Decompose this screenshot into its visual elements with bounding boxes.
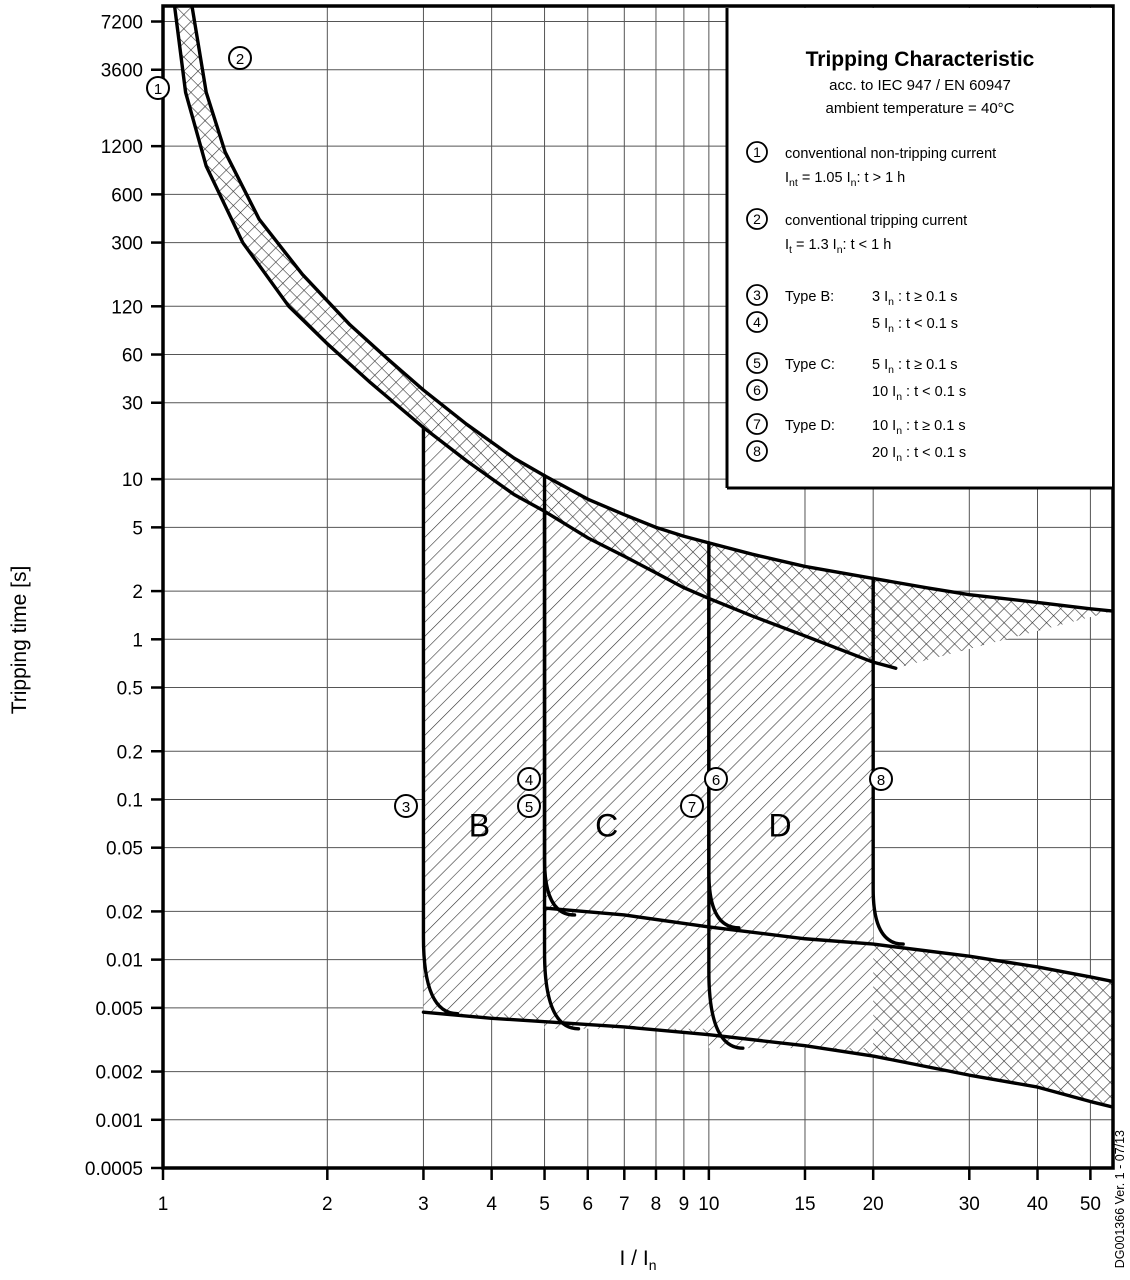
- legend-type-label: Type D:: [785, 418, 835, 434]
- marker-6: [705, 768, 727, 790]
- x-tick-label: 40: [1026, 1194, 1049, 1215]
- legend-subtitle-2: ambient temperature = 40°C: [825, 100, 1015, 117]
- legend-marker-2: [747, 209, 767, 229]
- y-tick-label: 30: [121, 393, 143, 415]
- y-tick-label: 0.0005: [84, 1159, 143, 1180]
- legend: [727, 8, 1113, 488]
- legend-entry-2-label: conventional tripping current: [785, 213, 968, 229]
- legend-type-row: 5 $I_n$ : t < 0.1 s: [872, 316, 959, 335]
- legend-type-row: 10 $I_n$ : t ≥ 0.1 s: [872, 418, 966, 437]
- side-note: DG001366 Ver. 1 - 07/13: [1113, 1130, 1127, 1269]
- x-tick-label: 10: [698, 1194, 720, 1215]
- y-tick-label: 60: [121, 345, 143, 367]
- x-tick-label: 5: [539, 1194, 550, 1215]
- svg-text:1: 1: [753, 144, 761, 160]
- svg-text:4: 4: [753, 314, 761, 330]
- legend-entry-1-label: conventional non-tripping current: [785, 146, 997, 162]
- svg-text:4: 4: [524, 772, 534, 789]
- legend-type-label: Type B:: [785, 289, 835, 305]
- svg-text:6: 6: [711, 772, 721, 789]
- y-tick-label: 0.2: [116, 742, 143, 764]
- x-tick-label: 9: [678, 1194, 690, 1215]
- zone-letter: D: [768, 807, 792, 844]
- svg-text:3: 3: [401, 799, 411, 816]
- y-tick-label: 1200: [100, 137, 143, 159]
- svg-text:2: 2: [235, 51, 245, 68]
- svg-text:5: 5: [524, 799, 534, 816]
- x-tick-label: 3: [418, 1194, 429, 1215]
- x-tick-label: 2: [322, 1194, 333, 1215]
- legend-type-row: 10 $I_n$ : t < 0.1 s: [872, 384, 967, 403]
- y-tick-label: 10: [121, 470, 143, 492]
- y-tick-label: 3600: [100, 60, 143, 82]
- legend-marker-4: [747, 312, 767, 332]
- y-tick-label: 0.002: [95, 1062, 143, 1084]
- legend-type-row: 5 $I_n$ : t ≥ 0.1 s: [872, 357, 958, 376]
- legend-marker-8: [747, 441, 767, 461]
- legend-entry-2-detail: $I_t = 1.3$ $I_n$: t < 1 h: [785, 237, 892, 256]
- y-tick-label: 0.02: [106, 902, 143, 924]
- y-tick-label: 0.01: [106, 950, 143, 972]
- svg-text:7: 7: [687, 799, 697, 816]
- y-tick-label: 0.005: [95, 998, 143, 1020]
- y-tick-label: 0.05: [106, 838, 143, 860]
- marker-1: [147, 77, 169, 99]
- x-tick-label: 50: [1079, 1194, 1101, 1215]
- x-tick-label: 7: [619, 1194, 630, 1215]
- svg-text:1: 1: [153, 81, 163, 98]
- x-tick-label: 15: [794, 1194, 816, 1215]
- y-tick-label: 0.5: [116, 678, 143, 700]
- x-tick-label: 1: [157, 1194, 169, 1215]
- legend-entry-1-detail: $I_{nt} = 1.05$ $I_n$: t > 1 h: [785, 170, 906, 189]
- y-tick-label: 1: [132, 630, 143, 652]
- y-tick-label: 600: [111, 185, 143, 207]
- marker-4: [518, 768, 540, 790]
- y-tick-label: 5: [132, 518, 143, 540]
- x-tick-label: 4: [486, 1194, 497, 1215]
- marker-7: [681, 795, 703, 817]
- legend-type-row: 3 $I_n$ : t ≥ 0.1 s: [872, 289, 958, 308]
- legend-marker-6: [747, 380, 767, 400]
- y-tick-label: 120: [111, 297, 143, 319]
- x-axis-title: I / $I_n$: [619, 1247, 657, 1273]
- y-tick-label: 300: [111, 233, 143, 255]
- svg-text:8: 8: [753, 443, 761, 459]
- zone-letter: B: [468, 807, 491, 844]
- legend-title: Tripping Characteristic: [805, 48, 1035, 71]
- zone-letter: C: [595, 807, 619, 844]
- marker-3: [395, 795, 417, 817]
- svg-text:3: 3: [753, 287, 761, 303]
- svg-text:7: 7: [753, 416, 761, 432]
- svg-text:8: 8: [876, 772, 886, 789]
- legend-type-row: 20 $I_n$ : t < 0.1 s: [872, 445, 967, 464]
- svg-text:6: 6: [753, 382, 761, 398]
- x-tick-label: 20: [862, 1194, 884, 1215]
- marker-2: [229, 47, 251, 69]
- y-axis-title: Tripping time [s]: [8, 565, 31, 715]
- legend-marker-7: [747, 414, 767, 434]
- svg-text:5: 5: [753, 355, 761, 371]
- legend-type-label: Type C:: [785, 357, 835, 373]
- legend-marker-1: [747, 142, 767, 162]
- svg-text:2: 2: [753, 211, 761, 227]
- y-tick-label: 0.1: [116, 790, 143, 812]
- legend-marker-5: [747, 353, 767, 373]
- marker-5: [518, 795, 540, 817]
- y-tick-label: 7200: [100, 12, 143, 34]
- legend-marker-3: [747, 285, 767, 305]
- y-tick-label: 0.001: [95, 1110, 143, 1132]
- x-tick-label: 8: [650, 1194, 662, 1215]
- legend-subtitle-1: acc. to IEC 947 / EN 60947: [829, 77, 1011, 94]
- y-tick-label: 2: [132, 582, 143, 604]
- marker-8: [870, 768, 892, 790]
- x-tick-label: 30: [958, 1194, 980, 1215]
- x-tick-label: 6: [582, 1194, 594, 1215]
